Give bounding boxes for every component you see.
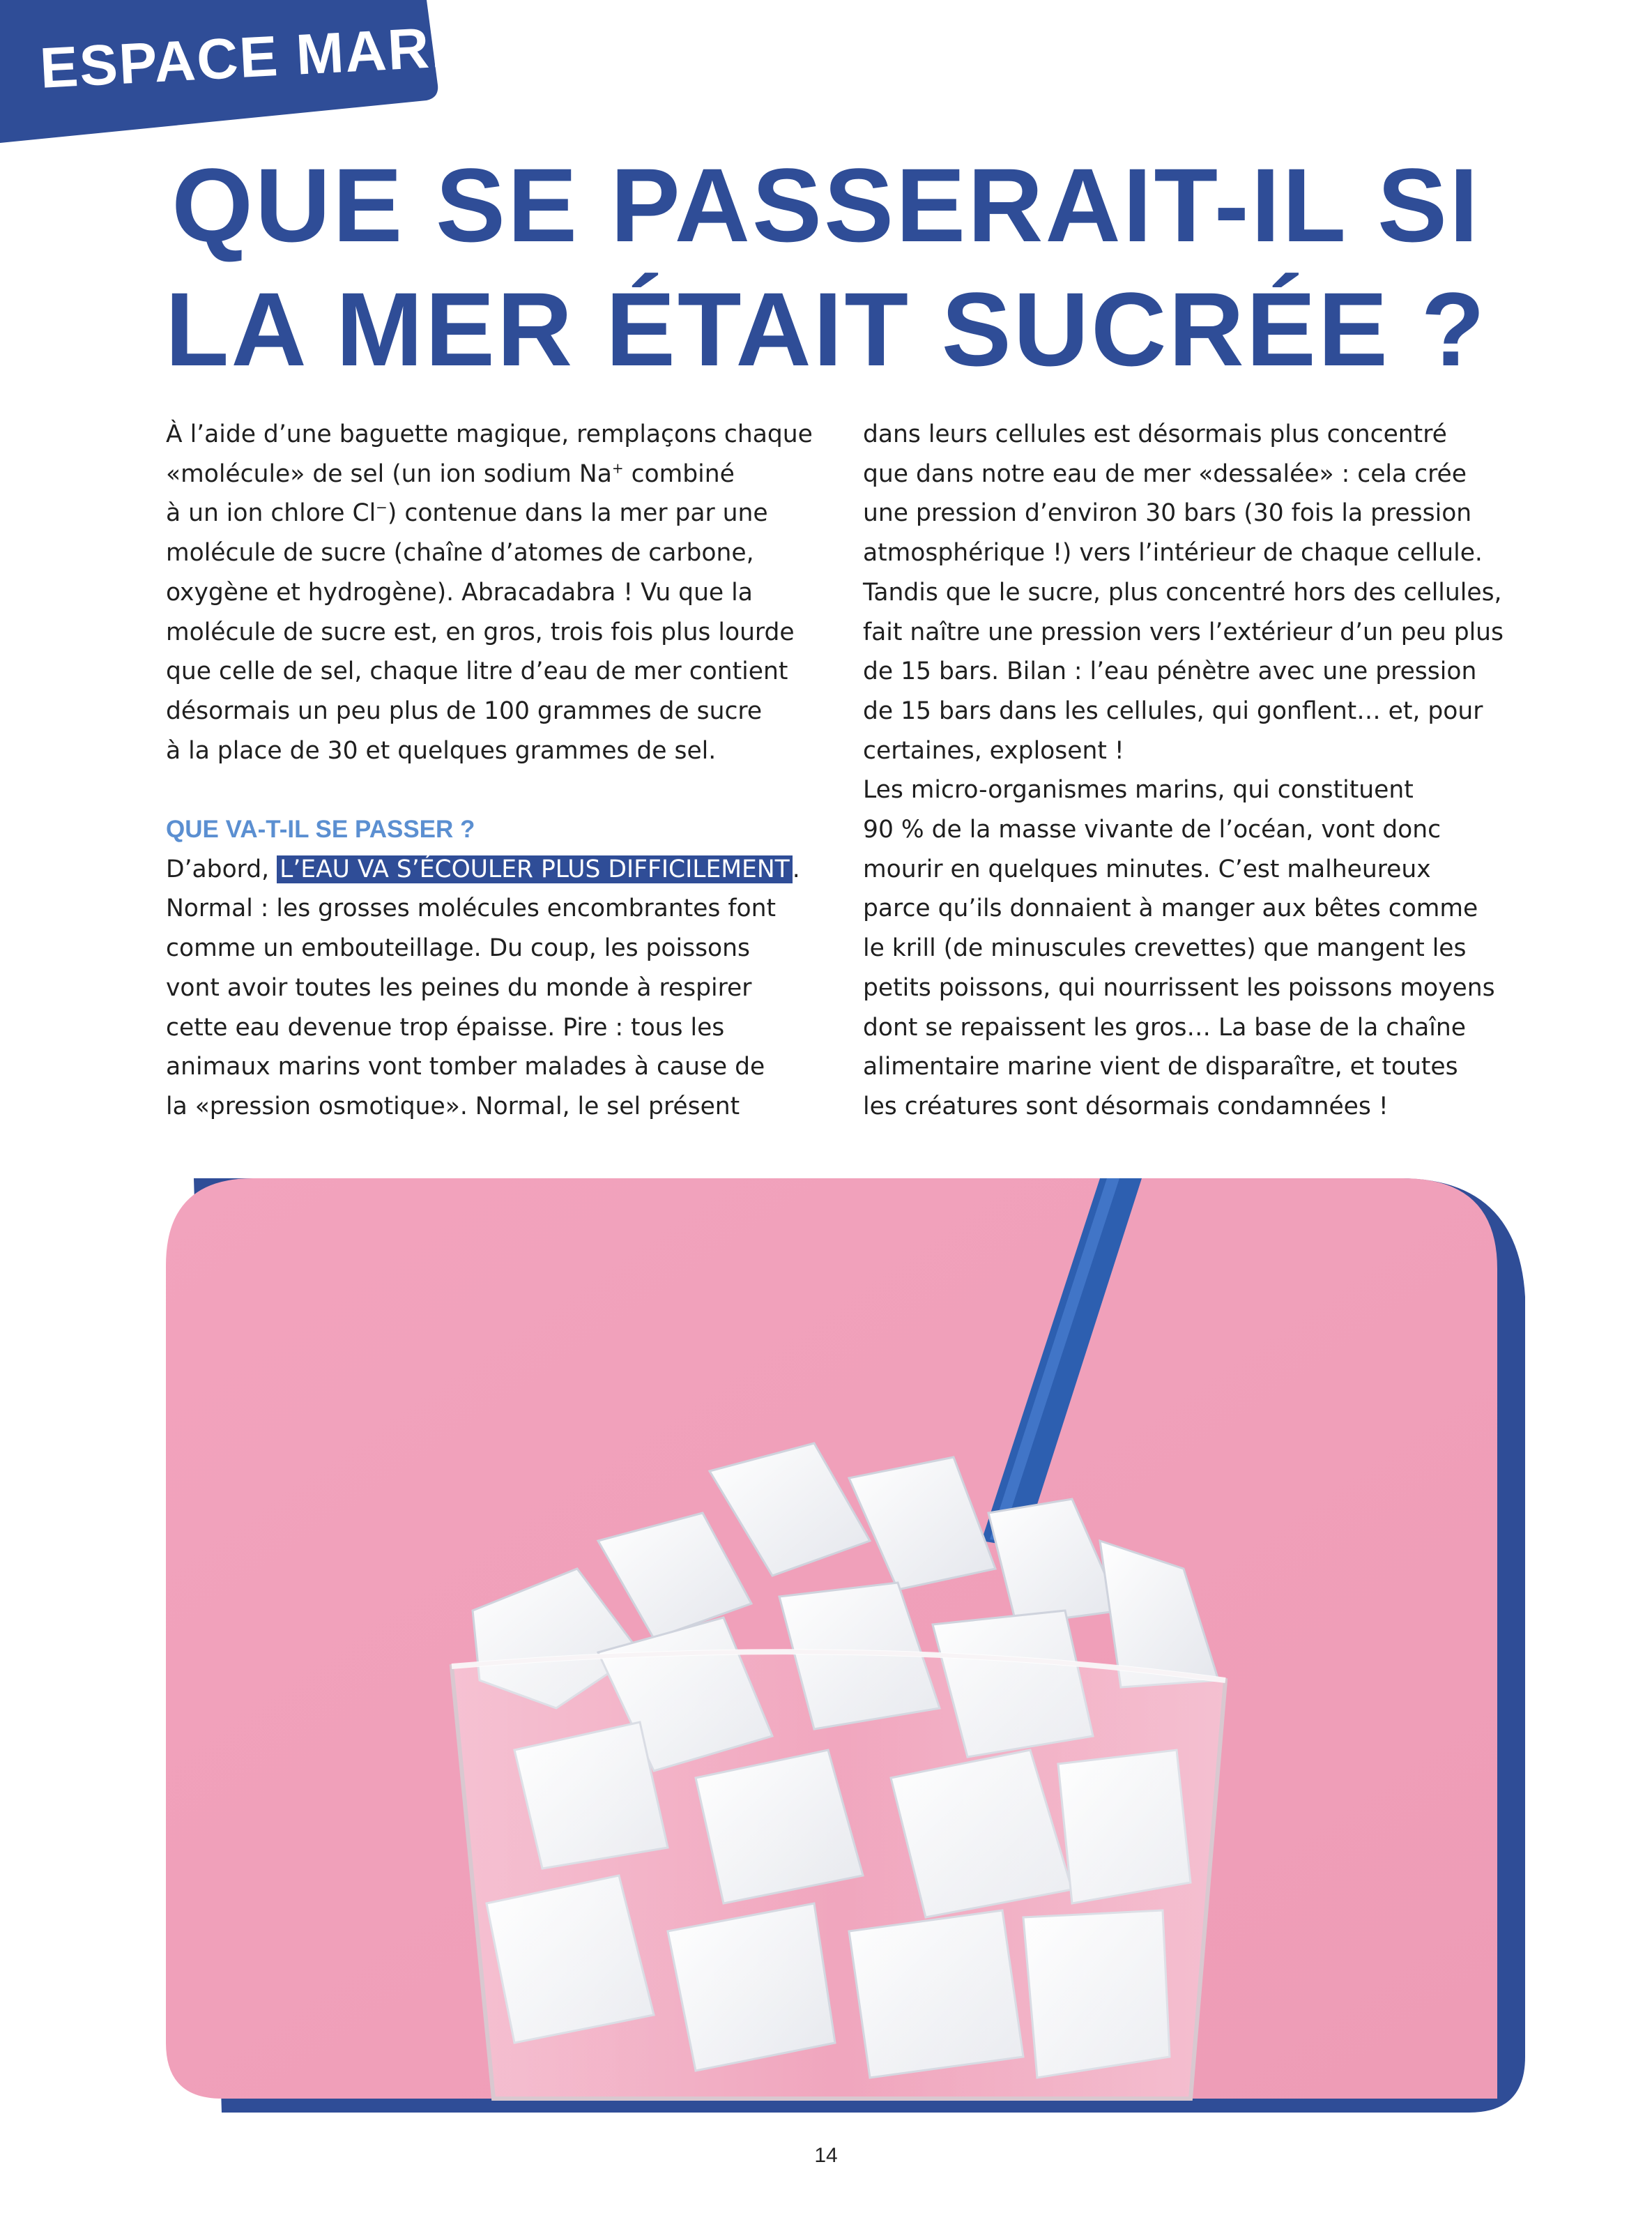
text-line: atmosphérique !) vers l’intérieur de chaque cellule. [863,539,1483,568]
chlore-charge: − [376,499,388,516]
text-line: le krill (de minuscules crevettes) que mangent les [863,934,1467,963]
text-line: les créatures sont désormais condamnées ! [863,1092,1389,1120]
left-column [166,415,835,1127]
text-line: molécule de sucre est, en gros, trois fois plus lourde [166,618,795,646]
text-line: de 15 bars. Bilan : l’eau pénètre avec une pression [863,657,1477,686]
text-line: dans leurs cellules est désormais plus concentré [863,420,1447,448]
section-label: ESPACE MARIN [38,13,492,100]
text-line: «molécule» de sel (un ion sodium Na+ combiné [166,459,735,488]
text-line: une pression d’environ 30 bars (30 fois la pression [863,499,1472,528]
text-line: À l’aide d’une baguette magique, remplaçons chaque [166,420,813,448]
text-line: petits poissons, qui nourrissent les poissons moyens [863,973,1495,1002]
text-line: vont avoir toutes les peines du monde à respirer [166,973,752,1002]
page-title [0,143,1652,391]
text-line: Normal : les grosses molécules encombrantes font [166,895,776,923]
text-line: mourir en quelques minutes. C’est malheureux [863,855,1431,883]
text-line: que dans notre eau de mer «dessalée» : cela crée [863,459,1467,488]
sugar-glass-photo [166,1178,1525,2113]
text-line: que celle de sel, chaque litre d’eau de mer contient [166,657,788,686]
text-line: 90 % de la masse vivante de l’océan, vont donc [863,816,1441,844]
section-subheading: QUE VA-T-IL SE PASSER ? [166,816,475,844]
text-line: D’abord, L’EAU VA S’ÉCOULER PLUS DIFFICILEMENT . [166,855,800,883]
text-line: certaines, explosent ! [863,736,1124,765]
text-line: fait naître une pression vers l’extérieur d’un peu plus [863,618,1504,646]
text-line: alimentaire marine vient de disparaître, et toutes [863,1053,1458,1081]
text-line: molécule de sucre (chaîne d’atomes de carbone, [166,539,754,568]
page-number: 14 [814,2144,838,2167]
title-line-1: QUE SE PASSERAIT-IL SI [171,146,1481,264]
title-line-2: LA MER ÉTAIT SUCRÉE ? [165,271,1487,388]
text-line: dont se repaissent les gros… La base de la chaîne [863,1013,1466,1042]
text-line: Tandis que le sucre, plus concentré hors des cellules, [863,578,1502,607]
text-line: désormais un peu plus de 100 grammes de sucre [166,697,763,725]
text-line: à la place de 30 et quelques grammes de sel. [166,736,717,765]
text-line: cette eau devenue trop épaisse. Pire : tous les [166,1013,725,1042]
text-line: de 15 bars dans les cellules, qui gonflent… et, pour [863,697,1483,725]
text-line: parce qu’ils donnaient à manger aux bêtes comme [863,895,1478,923]
right-column [863,415,1532,1127]
text-line: animaux marins vont tomber malades à cause de [166,1053,765,1081]
text-line: oxygène et hydrogène). Abracadabra ! Vu que la [166,578,753,607]
drinking-glass [452,1652,1225,2099]
text-line: la «pression osmotique». Normal, le sel présent [166,1092,740,1120]
text-line: comme un embouteillage. Du coup, les poissons [166,934,751,963]
sodium-charge: + [611,459,624,477]
highlighted-phrase: L’EAU VA S’ÉCOULER PLUS DIFFICILEMENT [277,855,793,883]
text-line: Les micro-organismes marins, qui constituent [863,776,1414,805]
text-line: à un ion chlore Cl−) contenue dans la mer par une [166,499,768,528]
section-banner [0,0,492,143]
